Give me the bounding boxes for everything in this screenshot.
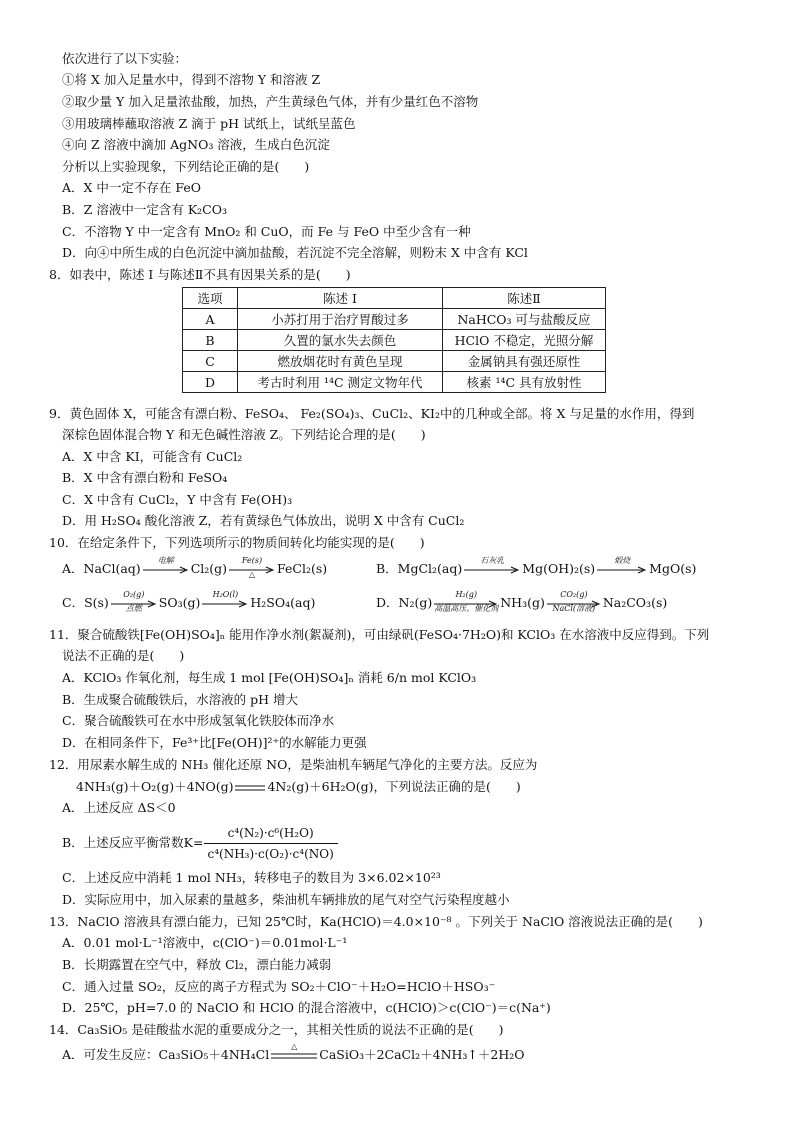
q12b-prefix: B．上述反应平衡常数K=: [62, 835, 204, 850]
question-11-stem-2: 说法不正确的是( ): [62, 648, 185, 663]
table-row: [183, 351, 606, 372]
reaction-arrow-icon: [202, 589, 248, 608]
q10-option-d: [376, 589, 668, 613]
table-row: [183, 309, 606, 330]
question-9-stem-1: 9．黄色固体 X，可能含有漂白粉、FeSO₄、 Fe₂(SO₄)₃、CuCl₂、KI₂中的几种或全部。将 X 与足量的水作用，得到: [49, 406, 695, 421]
q11-option-c: C．聚合硫酸铁可在水中形成氢氧化铁胶体而净水: [62, 713, 335, 728]
q12-equation: [76, 779, 521, 795]
table-cell: C: [183, 351, 238, 372]
q10a-product: FeCl₂(s): [277, 561, 328, 576]
q10c-intermediate: SO₃(g): [158, 595, 201, 610]
question-9-stem-2: 深棕色固体混合物 Y 和无色碱性溶液 Z。下列结论合理的是( ): [62, 427, 426, 442]
reaction-arrow-icon: [229, 555, 275, 579]
q10-option-b: [376, 555, 697, 577]
q10d-reactant: D．N₂(g): [376, 595, 433, 610]
q12-option-c: C．上述反应中消耗 1 mol NH₃，转移电子的数目为 3×6.02×10²³: [62, 870, 441, 885]
table-cell: A: [183, 309, 238, 330]
q9-option-b: B．X 中含有漂白粉和 FeSO₄: [62, 470, 228, 485]
arrow-condition: Fe(s): [241, 555, 263, 565]
q12-option-a: A．上述反应 ΔS＜0: [62, 800, 176, 815]
fraction-numerator: c⁴(N₂)·c⁶(H₂O): [204, 823, 338, 844]
arrow-condition: O₂(g): [123, 589, 145, 599]
intro-line: 依次进行了以下实验：: [62, 51, 188, 66]
q13-option-c: C．通入过量 SO₂，反应的离子方程式为 SO₂＋ClO⁻＋H₂O=HClO＋HSO₃⁻: [62, 979, 496, 994]
equation-right: 4N₂(g)＋6H₂O(g)，下列说法正确的是( ): [267, 779, 521, 794]
arrow-condition: 高温高压、催化剂: [434, 603, 499, 613]
q7-option-b: B．Z 溶液中一定含有 K₂CO₃: [62, 202, 227, 217]
question-7-prompt: 分析以上实验现象，下列结论正确的是( ): [62, 159, 310, 174]
arrow-condition: CO₂(g): [560, 589, 588, 599]
table-cell: 核素 ¹⁴C 具有放射性: [443, 372, 606, 393]
table-cell: D: [183, 372, 238, 393]
arrow-condition: 煅烧: [614, 555, 631, 565]
q10b-intermediate: Mg(OH)₂(s): [522, 561, 596, 576]
q9-option-a: A．X 中含 KI，可能含有 CuCl₂: [62, 449, 243, 464]
table-row: [183, 372, 606, 393]
reaction-equals-icon: [271, 1041, 317, 1060]
equilibrium-constant-fraction: [204, 823, 338, 864]
q7-option-c: C．不溶物 Y 中一定含有 MnO₂ 和 CuO，而 Fe 与 FeO 中至少含有一种: [62, 224, 471, 239]
arrow-condition: 电解: [157, 555, 174, 565]
reaction-arrow-icon: [434, 589, 499, 613]
table-cell: HClO 不稳定，光照分解: [443, 330, 606, 351]
table-header: 陈述Ⅱ: [443, 288, 606, 309]
q10-option-c: [62, 589, 316, 613]
q13-option-a: A．0.01 mol·L⁻¹溶液中，c(ClO⁻)＝0.01mol·L⁻¹: [62, 935, 348, 950]
q12-option-d: D．实际应用中，加入尿素的量越多，柴油机车辆排放的尾气对空气污染程度越小: [62, 892, 510, 907]
table-cell: B: [183, 330, 238, 351]
table-header-row: [183, 288, 606, 309]
q14a-left: A．可发生反应：Ca₃SiO₅＋4NH₄Cl: [62, 1047, 270, 1062]
question-13-stem: 13．NaClO 溶液具有漂白能力，已知 25℃时，Ka(HClO)＝4.0×10⁻⁸ 。下列关于 NaClO 溶液说法正确的是( ): [49, 914, 703, 929]
q11-option-d: D．在相同条件下，Fe³⁺比[Fe(OH)]²⁺的水解能力更强: [62, 735, 367, 750]
experiment-4: ④向 Z 溶液中滴加 AgNO₃ 溶液，生成白色沉淀: [62, 137, 330, 152]
reaction-arrow-icon: [143, 555, 189, 574]
reaction-arrow-icon: [597, 555, 647, 574]
q7-option-a: A．X 中一定不存在 FeO: [62, 180, 202, 195]
q10a-reactant: A．NaCl(aq): [62, 561, 141, 576]
q10c-product: H₂SO₄(aq): [250, 595, 316, 610]
question-12-stem: 12．用尿素水解生成的 NH₃ 催化还原 NO，是柴油机车辆尾气净化的主要方法。反应为: [49, 757, 538, 772]
q14a-right: CaSiO₃＋2CaCl₂＋4NH₃↑＋2H₂O: [319, 1047, 525, 1062]
q10d-product: Na₂CO₃(s): [602, 595, 668, 610]
fraction-denominator: c⁴(NH₃)·c(O₂)·c⁴(NO): [207, 847, 334, 861]
table-cell: NaHCO₃ 可与盐酸反应: [443, 309, 606, 330]
q11-option-a: A．KClO₃ 作氧化剂，每生成 1 mol [Fe(OH)SO₄]ₙ 消耗 6/n mol KClO₃: [62, 670, 477, 685]
table-cell: 久置的氯水失去颜色: [238, 330, 443, 351]
reaction-arrow-icon: [464, 555, 520, 574]
experiment-2: ②取少量 Y 加入足量浓盐酸，加热，产生黄绿色气体，并有少量红色不溶物: [62, 94, 479, 109]
table-cell: 燃放烟花时有黄色呈现: [238, 351, 443, 372]
arrow-condition: 点燃: [125, 603, 142, 613]
reaction-arrow-icon: [547, 589, 601, 613]
reaction-arrow-icon: [111, 589, 157, 613]
table-cell: 考古时利用 ¹⁴C 测定文物年代: [238, 372, 443, 393]
q7-option-d: D．向④中所生成的白色沉淀中滴加盐酸，若沉淀不完全溶解，则粉末 X 中含有 KCl: [62, 245, 528, 260]
q9-option-d: D．用 H₂SO₄ 酸化溶液 Z，若有黄绿色气体放出，说明 X 中含有 CuCl₂: [62, 513, 465, 528]
table-header: 选项: [183, 288, 238, 309]
question-11-stem-1: 11．聚合硫酸铁[Fe(OH)SO₄]ₙ 能用作净水剂(絮凝剂)，可由绿矾(FeSO₄·7H₂O)和 KClO₃ 在水溶液中反应得到。下列: [49, 627, 710, 642]
arrow-condition: △: [291, 1041, 298, 1051]
q13-option-d: D．25℃，pH=7.0 的 NaClO 和 HClO 的混合溶液中，c(HClO)＞c(ClO⁻)＝c(Na⁺): [62, 1000, 551, 1015]
q10b-reactant: B．MgCl₂(aq): [376, 561, 463, 576]
experiment-3: ③用玻璃棒蘸取溶液 Z 滴于 pH 试纸上，试纸呈蓝色: [62, 116, 356, 131]
q10-option-a: [62, 555, 328, 579]
table-header: 陈述 I: [238, 288, 443, 309]
arrow-condition: 石灰乳: [480, 555, 505, 565]
q14-option-a: [62, 1041, 525, 1063]
arrow-condition: H₂(g): [455, 589, 477, 599]
equilibrium-sign-icon: [235, 784, 265, 792]
question-14-stem: 14．Ca₃SiO₅ 是硅酸盐水泥的重要成分之一，其相关性质的说法不正确的是( ): [49, 1022, 504, 1037]
q9-option-c: C．X 中含有 CuCl₂，Y 中含有 Fe(OH)₃: [62, 492, 293, 507]
q13-option-b: B．长期露置在空气中，释放 Cl₂，漂白能力减弱: [62, 957, 332, 972]
equation-left: 4NH₃(g)＋O₂(g)＋4NO(g): [76, 779, 234, 794]
q10b-product: MgO(s): [649, 561, 697, 576]
q10d-intermediate: NH₃(g): [500, 595, 545, 610]
statement-table: [182, 287, 606, 393]
arrow-condition: △: [248, 569, 256, 579]
q10a-intermediate: Cl₂(g): [190, 561, 228, 576]
q10c-reactant: C．S(s): [62, 595, 109, 610]
arrow-condition: H₂O(l): [212, 589, 239, 599]
q12-option-b: [62, 823, 338, 864]
arrow-condition: NaCl(溶液): [552, 603, 596, 613]
question-10-stem: 10．在给定条件下，下列选项所示的物质间转化均能实现的是( ): [49, 535, 425, 550]
experiment-1: ①将 X 加入足量水中，得到不溶物 Y 和溶液 Z: [62, 72, 321, 87]
table-cell: 金属钠具有强还原性: [443, 351, 606, 372]
question-8-stem: 8．如表中，陈述 I 与陈述Ⅱ不具有因果关系的是( ): [49, 267, 351, 282]
table-cell: 小苏打用于治疗胃酸过多: [238, 309, 443, 330]
table-row: [183, 330, 606, 351]
q11-option-b: B．生成聚合硫酸铁后，水溶液的 pH 增大: [62, 692, 299, 707]
